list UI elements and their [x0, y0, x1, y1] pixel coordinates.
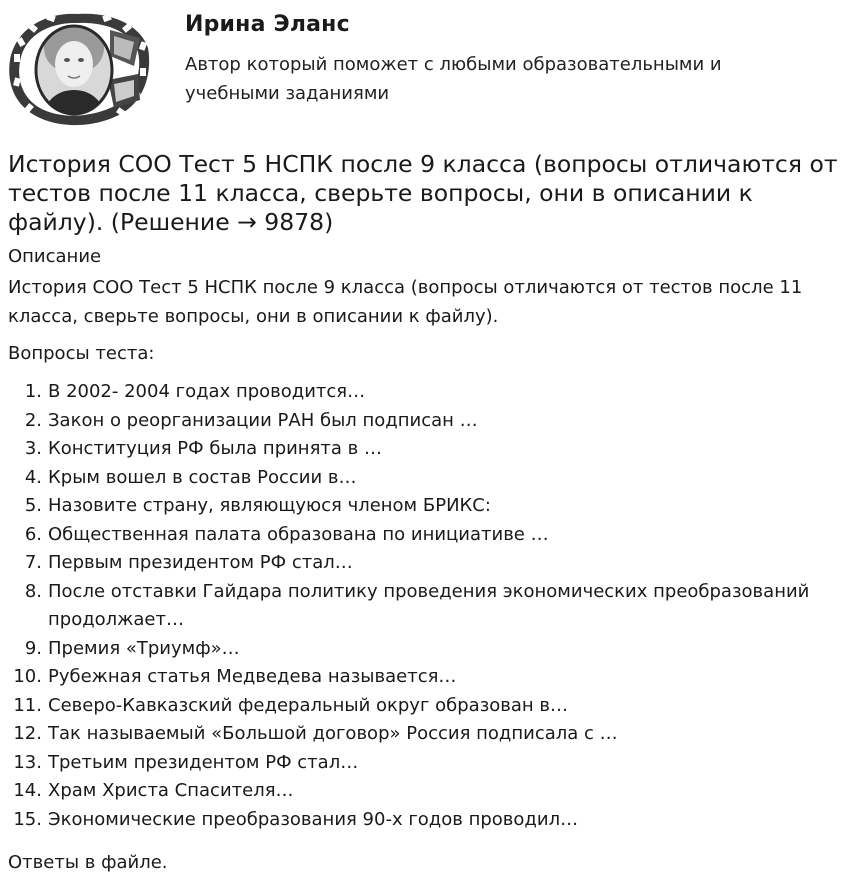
author-description: Автор который поможет с любыми образовательными и учебными заданиями — [185, 54, 722, 104]
question-number: 8. — [24, 580, 42, 602]
list-item — [0, 635, 830, 664]
question-text: Так называемый «Большой договор» Россия подписала с … — [48, 723, 618, 744]
list-item — [0, 549, 830, 578]
question-number: 14. — [13, 780, 42, 801]
list-item — [0, 749, 830, 778]
list-item — [0, 407, 830, 436]
question-text: Общественная палата образована по инициативе … — [48, 523, 549, 545]
question-text: Северо-Кавказский федеральный округ образован в… — [48, 694, 569, 716]
question-text: Третьим президентом РФ стал… — [48, 751, 359, 773]
question-text: Назовите страну, являющуюся членом БРИКС: — [48, 495, 491, 516]
question-number: 13. — [13, 751, 42, 773]
list-item — [0, 578, 830, 635]
document-title: История СОО Тест 5 НСПК после 9 класса (вопросы отличаются от тестов после 11 класса, сверьте вопросы, они в описании к файлу). (Решение → 9878) — [8, 150, 838, 236]
question-number: 1. — [24, 381, 42, 402]
question-number: 12. — [13, 723, 42, 744]
question-number: 5. — [24, 495, 42, 516]
question-text: Экономические преобразования 90-х годов проводил… — [48, 808, 579, 830]
question-text: После отставки Гайдара политику проведения экономических преобразований продолжает… — [48, 580, 810, 630]
question-number: 6. — [24, 523, 42, 545]
question-text: Крым вошел в состав России в… — [48, 466, 357, 488]
list-item — [0, 720, 830, 749]
questions-list — [0, 378, 830, 834]
list-item — [0, 663, 830, 692]
description-label: Описание — [8, 246, 102, 267]
question-text: Первым президентом РФ стал… — [48, 552, 353, 573]
description-text: История СОО Тест 5 НСПК после 9 класса (вопросы отличаются от тестов после 11 класса, сверьте вопросы, они в описании к файлу). — [8, 277, 803, 327]
question-number: 9. — [24, 637, 42, 659]
list-item — [0, 435, 830, 464]
author-name[interactable]: Ирина Эланс — [185, 12, 350, 37]
list-item — [0, 464, 830, 493]
question-text: Рубежная статья Медведева называется… — [48, 666, 457, 687]
question-number: 10. — [13, 666, 42, 687]
list-item — [0, 777, 830, 806]
question-text: В 2002- 2004 годах проводится… — [48, 381, 366, 402]
author-header — [0, 0, 847, 135]
question-text: Храм Христа Спасителя… — [48, 780, 294, 801]
question-text: Конституция РФ была принята в … — [48, 438, 382, 459]
question-number: 4. — [24, 466, 42, 488]
question-number: 3. — [24, 438, 42, 459]
list-item — [0, 692, 830, 721]
author-avatar — [6, 8, 152, 128]
question-text: Закон о реорганизации РАН был подписан … — [48, 409, 478, 431]
list-item — [0, 806, 830, 835]
question-number: 2. — [24, 409, 42, 431]
question-number: 11. — [13, 694, 42, 716]
question-text: Премия «Триумф»… — [48, 637, 240, 659]
questions-label: Вопросы теста: — [8, 343, 155, 364]
question-number: 15. — [13, 808, 42, 830]
list-item — [0, 378, 830, 407]
question-number: 7. — [24, 552, 42, 573]
answers-note: Ответы в файле. — [8, 852, 168, 873]
list-item — [0, 521, 830, 550]
list-item — [0, 492, 830, 521]
